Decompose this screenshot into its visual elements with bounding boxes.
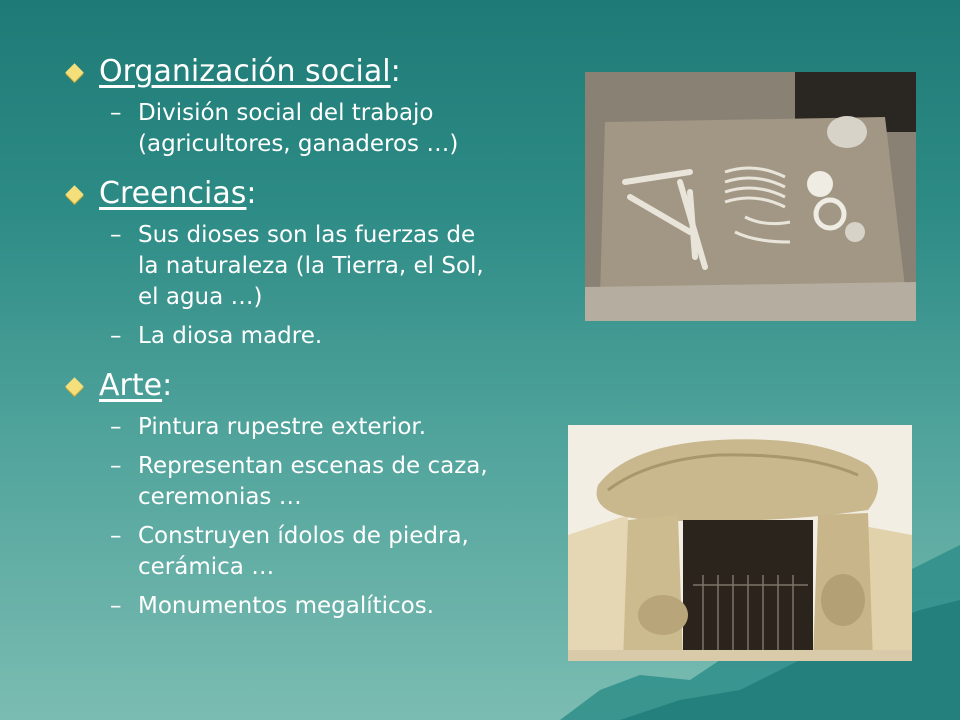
heading-creencias	[60, 174, 500, 214]
section-organizacion-social	[60, 52, 500, 160]
list-item-text: Construyen ídolos de piedra, cerámica …	[138, 523, 469, 580]
list-item	[110, 591, 500, 622]
section-creencias	[60, 174, 500, 352]
list-item	[110, 321, 500, 352]
diamond-bullet-icon	[65, 377, 83, 395]
dash-bullet: –	[110, 222, 122, 248]
slide-text	[60, 52, 500, 636]
section-arte	[60, 366, 500, 622]
diamond-bullet-icon	[65, 63, 83, 81]
list-item	[110, 98, 500, 160]
dash-bullet: –	[110, 593, 122, 619]
heading-colon: :	[390, 54, 401, 89]
dash-bullet: –	[110, 100, 122, 126]
dolmen-photo	[568, 425, 912, 661]
diamond-bullet-icon	[65, 185, 83, 203]
dash-bullet: –	[110, 323, 122, 349]
list-item	[110, 220, 500, 313]
list-item-text: Monumentos megalíticos.	[138, 593, 435, 619]
heading-colon: :	[246, 176, 257, 211]
heading-title[interactable]: Organización social	[99, 54, 391, 89]
heading-title[interactable]: Arte	[99, 368, 163, 403]
burial-photo	[585, 72, 916, 321]
list-item-text: Pintura rupestre exterior.	[138, 414, 427, 440]
dash-bullet: –	[110, 523, 122, 549]
burial-photo-illustration	[585, 72, 916, 321]
sub-list	[60, 220, 500, 352]
list-item	[110, 451, 500, 513]
list-item	[110, 412, 500, 443]
sub-list	[60, 98, 500, 160]
list-item-text: División social del trabajo (agricultores, ganaderos …)	[138, 100, 459, 157]
dolmen-photo-illustration	[568, 425, 912, 661]
list-item	[110, 521, 500, 583]
list-item-text: Representan escenas de caza, ceremonias …	[138, 453, 488, 510]
dash-bullet: –	[110, 414, 122, 440]
heading-organizacion-social	[60, 52, 500, 92]
heading-colon: :	[162, 368, 173, 403]
list-item-text: Sus dioses son las fuerzas de la naturaleza (la Tierra, el Sol, el agua …)	[138, 222, 484, 310]
dash-bullet: –	[110, 453, 122, 479]
list-item-text: La diosa madre.	[138, 323, 323, 349]
heading-arte	[60, 366, 500, 406]
sub-list	[60, 412, 500, 622]
heading-title[interactable]: Creencias	[99, 176, 247, 211]
